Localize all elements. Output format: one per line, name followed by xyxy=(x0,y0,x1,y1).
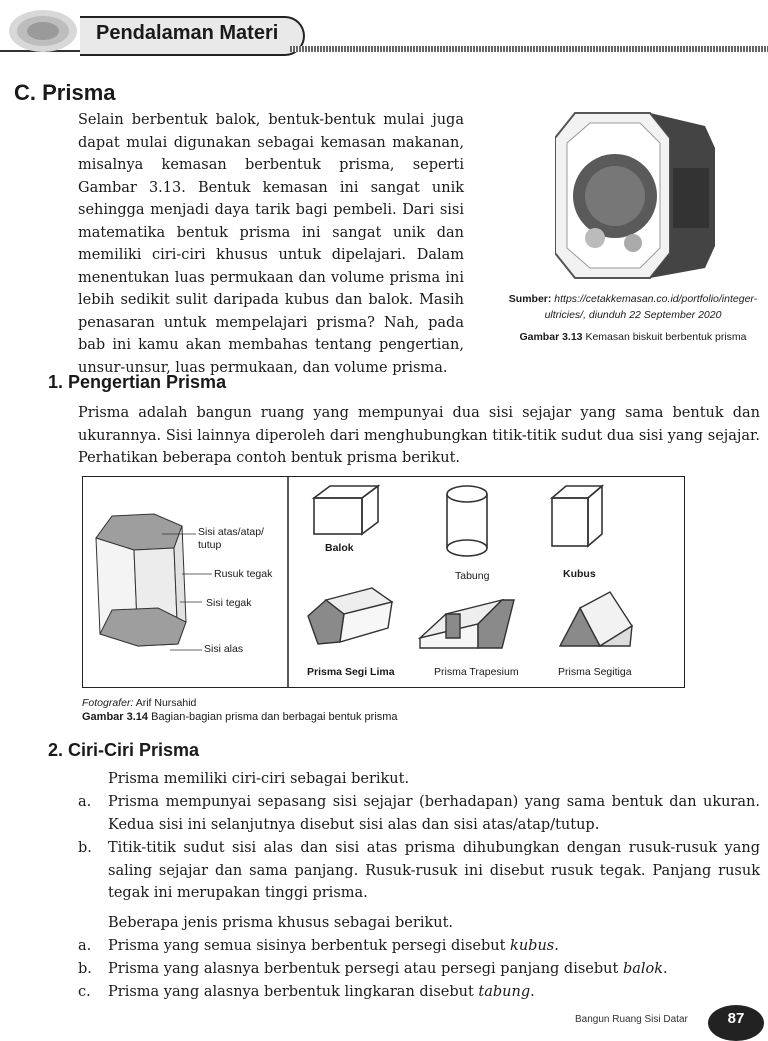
label-sisi-alas: Sisi alas xyxy=(204,643,244,655)
ciri-intro: Prisma memiliki ciri-ciri sebagai berikut. xyxy=(108,771,410,787)
header-title: Pendalaman Materi xyxy=(96,22,279,44)
kubus-diagram xyxy=(552,486,602,546)
section-heading: C. Prisma xyxy=(14,80,116,105)
label-kubus: Kubus xyxy=(563,568,596,580)
biscuit-box-image xyxy=(555,108,715,288)
page-number: 87 xyxy=(708,1005,764,1041)
label-sisi-atas: Sisi atas/atap/ tutup xyxy=(198,526,264,551)
label-prisma-trapesium: Prisma Trapesium xyxy=(434,666,519,678)
definition-paragraph: Prisma adalah bangun ruang yang mempunyai dua sisi sejajar yang sama bentuk dan ukurannya. Sisi lainnya diperoleh dari menghubungkan titik-titik sudut dua sisi yang sejajar. Perhatikan beberapa contoh bentuk prisma berikut. xyxy=(78,405,760,466)
label-sisi-tegak: Sisi tegak xyxy=(206,597,252,609)
label-rusuk-tegak: Rusuk tegak xyxy=(214,568,273,580)
balok-diagram xyxy=(314,486,378,534)
label-balok: Balok xyxy=(325,542,354,554)
label-tabung: Tabung xyxy=(455,570,490,582)
header-rule xyxy=(290,46,768,52)
figure-3-14-credit: Fotografer: Arif Nursahid xyxy=(82,697,197,709)
figure-3-13-source: Sumber: https://cetakkemasan.co.id/portfolio/integer-ultricies/, diunduh 22 September 2020 xyxy=(508,293,758,321)
prisma-segitiga-diagram xyxy=(560,592,632,646)
figure-3-14-illustration xyxy=(82,476,685,688)
header-disc-icon xyxy=(6,6,80,56)
figure-3-13-caption xyxy=(498,291,768,345)
label-prisma-segitiga: Prisma Segitiga xyxy=(558,666,632,678)
label-prisma-segi-lima: Prisma Segi Lima xyxy=(307,666,395,678)
tabung-diagram xyxy=(447,486,487,556)
prisma-trapesium-diagram xyxy=(420,600,514,648)
figure-3-13-title: Gambar 3.13 Kemasan biskuit berbentuk prisma xyxy=(519,331,747,343)
subsection-heading-ciri-ciri: 2. Ciri-Ciri Prisma xyxy=(48,740,200,760)
figure-3-14-caption: Gambar 3.14 Bagian-bagian prisma dan berbagai bentuk prisma xyxy=(82,711,398,723)
special-intro: Beberapa jenis prisma khusus sebagai berikut. xyxy=(108,915,454,931)
prisma-segi-lima-diagram xyxy=(308,588,392,644)
intro-paragraph: Selain berbentuk balok, bentuk-bentuk mulai juga dapat mulai digunakan sebagai kemasan makanan, misalnya kemasan berbentuk prisma, seperti Gambar 3.13. Bentuk kemasan ini sangat unik sehingga menjadi daya tarik bagi pembeli. Dari sisi matematika bentuk prisma ini sangat unik dan memiliki ciri-ciri khusus untuk dipelajari. Dalam menentukan luas permukaan dan volume prisma ini lebih sedikit sulit daripada kubus dan balok. Masih penasaran untuk mempelajari prisma? Nah, pada bab ini kamu akan membahas tentang pengertian, unsur-unsur, luas permukaan, dan volume prisma. xyxy=(78,112,464,376)
footer-chapter-title: Bangun Ruang Sisi Datar xyxy=(575,1014,688,1025)
subsection-heading-pengertian: 1. Pengertian Prisma xyxy=(48,372,227,392)
